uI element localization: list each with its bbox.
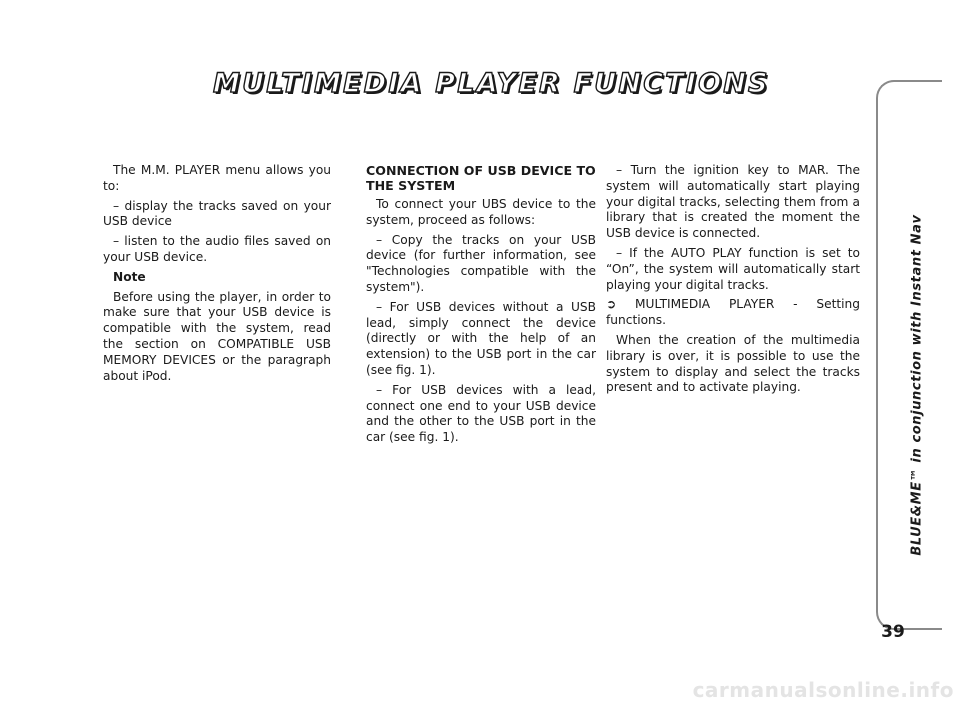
column-3 [606,163,860,400]
closing-paragraph: When the creation of the multimedia library is over, it is possible to use the system to display and select the tracks present and to activate playing. [606,332,860,395]
list-item: – If the AUTO PLAY function is set to “On”, the system will automatically start playing your digital tracks. [606,245,860,292]
page-number: 39 [881,622,905,642]
list-item: – For USB devices without a USB lead, simply connect the device (directly or with the help of an extension) to the USB port in the car (see fig. 1). [366,299,596,377]
list-item: – listen to the audio files saved on your USB device. [103,234,331,264]
note-label: Note [113,269,146,284]
column-2 [366,163,596,450]
note-paragraph: Before using the player, in order to make sure that your USB device is compatible with the system, read the section on COMPATIBLE USB MEMORY DEVICES or the paragraph about iPod. [103,289,331,383]
page-title: MULTIMEDIA PLAYER FUNCTIONS [213,68,770,99]
section-heading: CONNECTION OF USB DEVICE TO THE SYSTEM [366,163,596,193]
cross-reference-text: MULTIMEDIA PLAYER - Setting functions. [606,297,861,328]
intro-paragraph: To connect your UBS device to the system, proceed as follows: [366,197,596,227]
list-item: – Copy the tracks on your USB device (for further information, see "Technologies compatible with the system"). [366,232,596,294]
list-item: – display the tracks saved on your USB device [103,198,331,229]
section-tab [907,160,927,610]
section-tab-label: BLUE&ME™ in conjunction with Instant Nav [909,214,925,556]
watermark: carmanualsonline.info [692,678,954,702]
intro-paragraph: The M.M. PLAYER menu allows you to: [103,163,331,193]
cross-reference [606,297,860,329]
column-1 [103,163,331,388]
list-item: – Turn the ignition key to MAR. The system will automatically start playing your digital tracks, selecting them from a library that is created the moment the USB device is connected. [606,163,860,241]
arrow-icon: ➲ [606,297,617,312]
list-item: – For USB devices with a lead, connect one end to your USB device and the other to the USB port in the car (see fig. 1). [366,382,596,445]
